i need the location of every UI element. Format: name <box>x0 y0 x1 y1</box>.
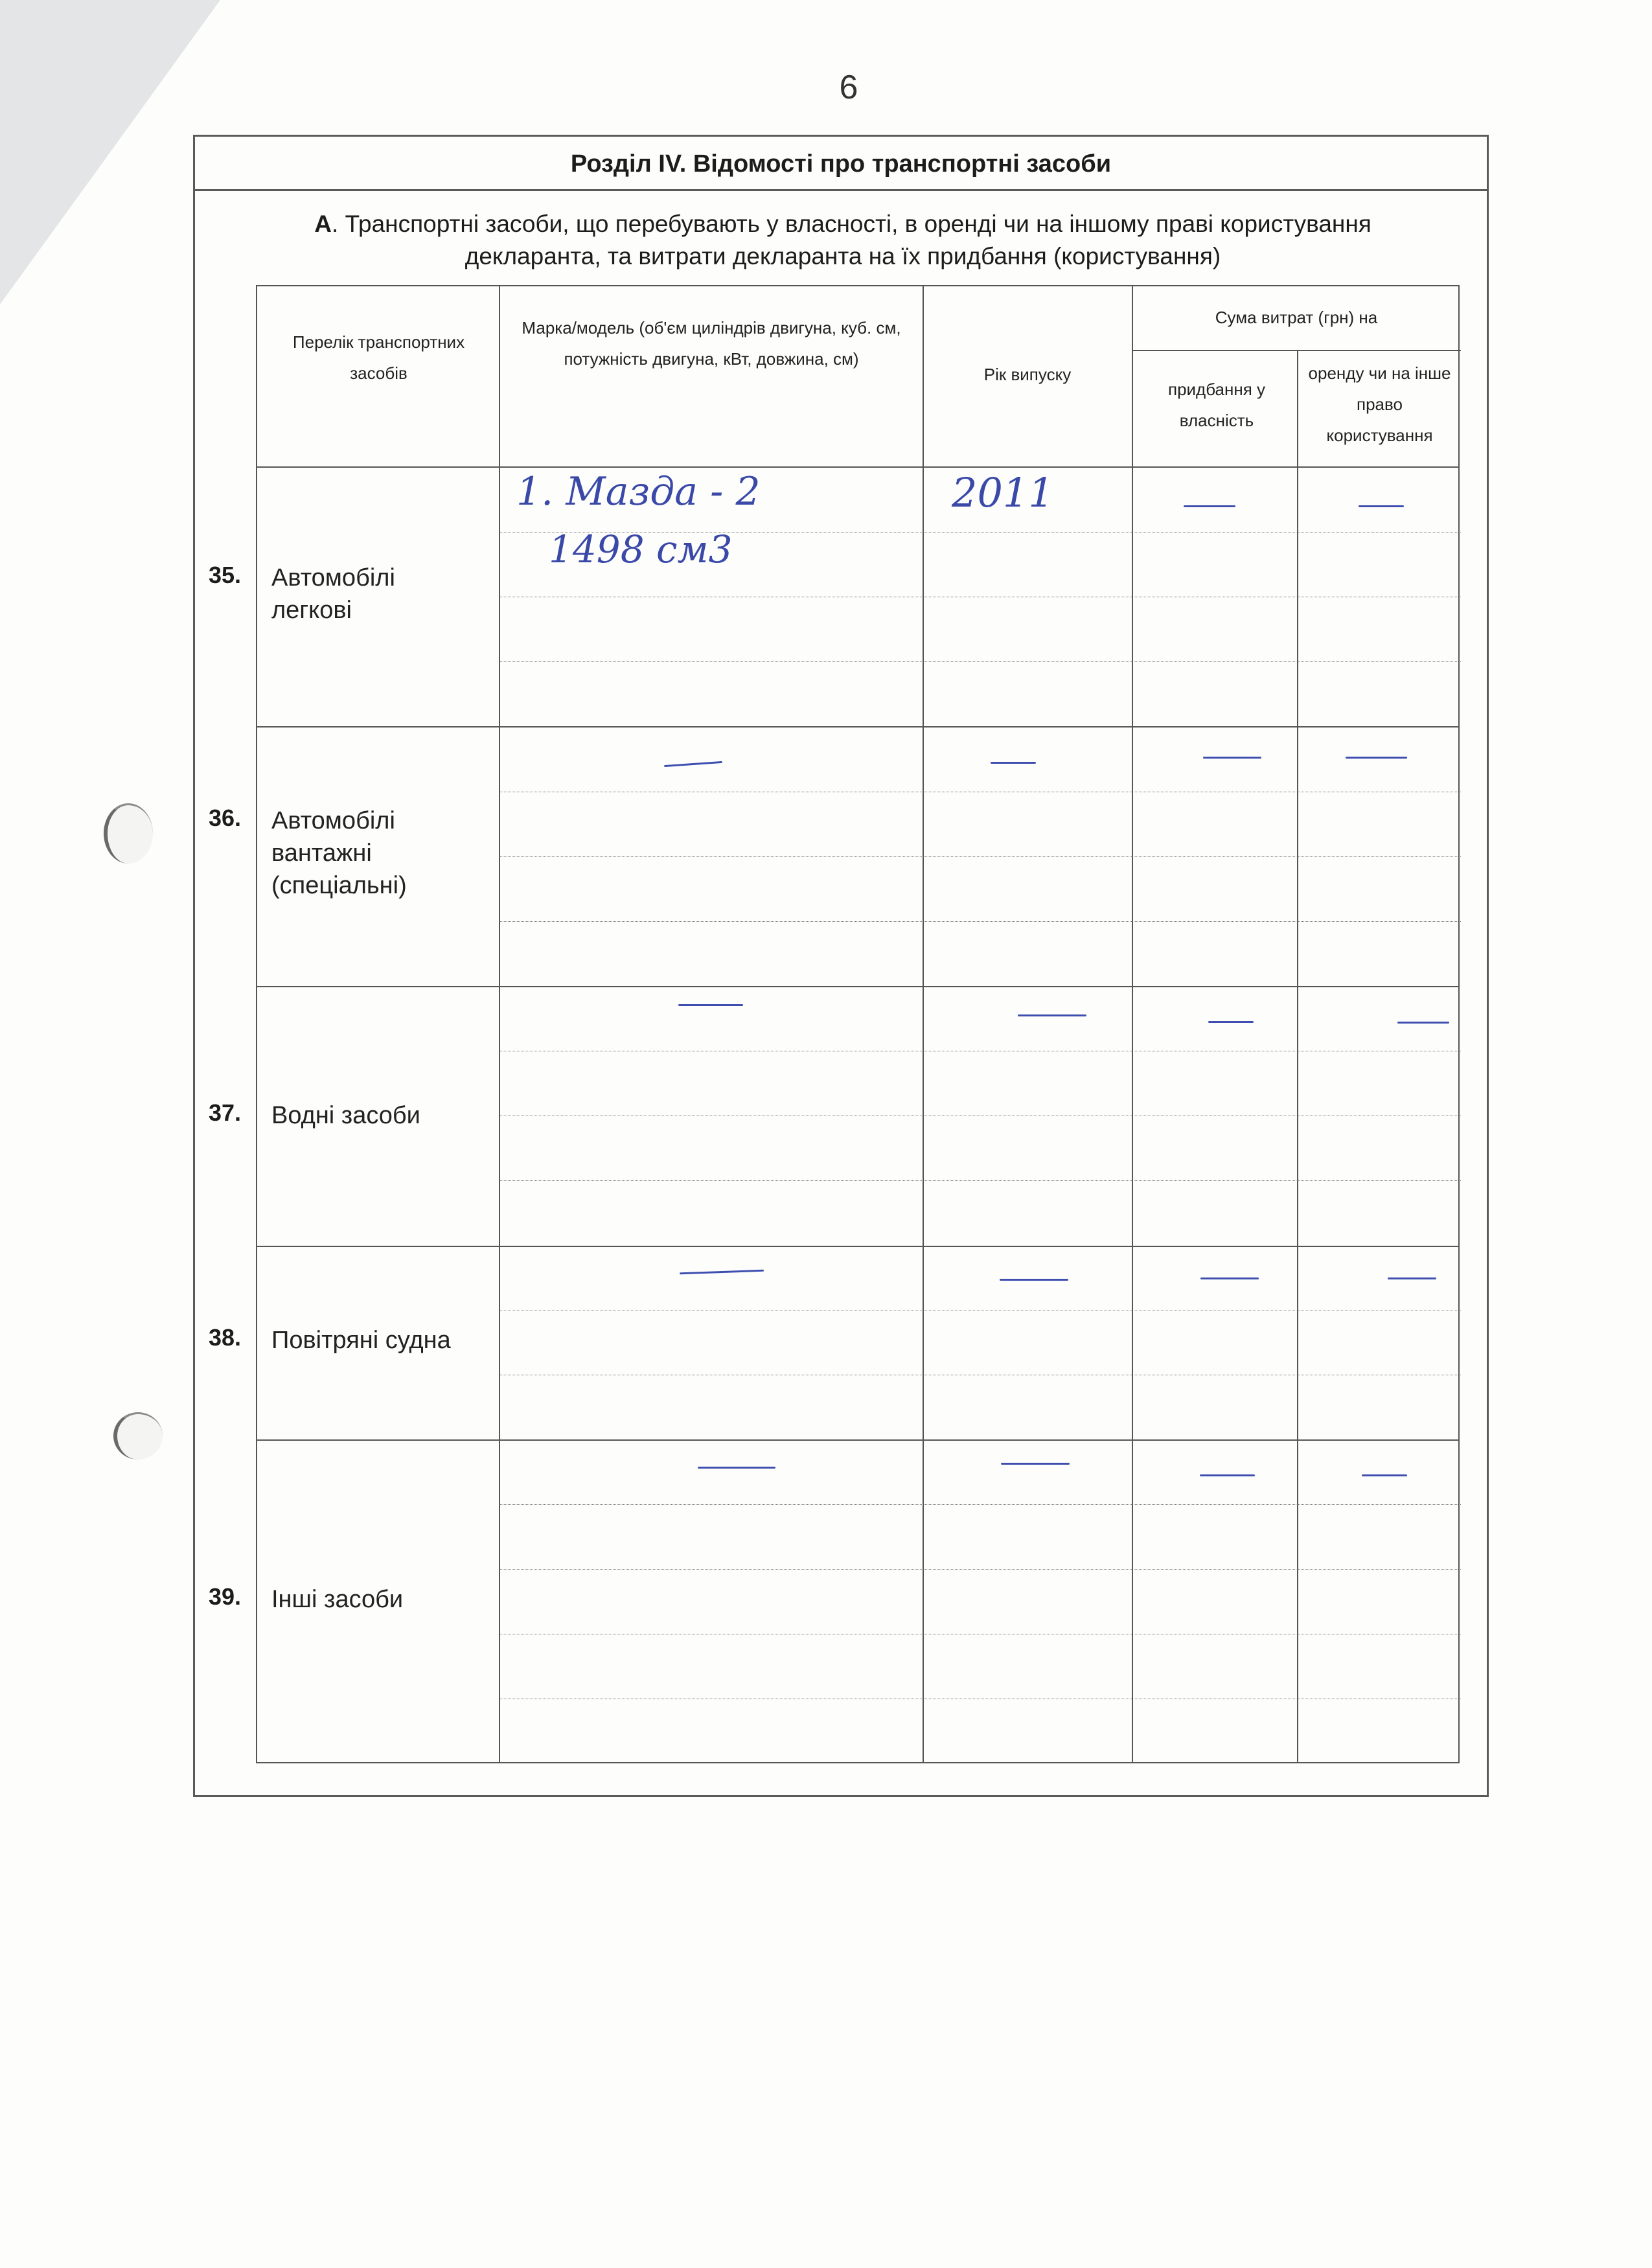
dash-mark <box>1200 1277 1259 1279</box>
dash-mark <box>1346 757 1407 759</box>
dash-mark <box>1203 757 1261 759</box>
dash-mark <box>698 1467 775 1469</box>
row-line <box>499 1504 1461 1505</box>
dash-mark <box>1200 1474 1255 1476</box>
col-divider <box>923 286 924 1762</box>
header-rent: оренду чи на інше право користування <box>1308 363 1451 445</box>
handwritten-car-year: 2011 <box>952 469 1054 516</box>
vehicles-table <box>208 285 1460 1763</box>
dash-mark <box>1388 1277 1436 1279</box>
category-name: Автомобілі легкові <box>271 564 395 624</box>
row-line <box>499 1569 1461 1570</box>
category-divider <box>257 986 1458 987</box>
punch-hole-bottom <box>113 1412 163 1460</box>
category-number: 36. <box>208 805 241 831</box>
punch-hole-top <box>104 803 153 864</box>
dash-mark <box>1362 1474 1407 1476</box>
col-divider <box>1132 286 1133 1762</box>
col-divider <box>1297 351 1298 1762</box>
page-number: 6 <box>839 69 858 106</box>
subtitle-letter: А <box>314 211 332 237</box>
section-subtitle <box>260 208 1426 273</box>
category-name: Автомобілі вантажні (спеціальні) <box>271 807 407 899</box>
row-line <box>499 921 1461 922</box>
category-number: 37. <box>208 1099 241 1126</box>
category-number: 39. <box>208 1583 241 1610</box>
row-line <box>499 1180 1461 1181</box>
category-number: 35. <box>208 562 241 588</box>
header-divider <box>1132 350 1461 351</box>
category-name: Інші засоби <box>271 1586 404 1613</box>
handwritten-engine-volume: 1498 см3 <box>549 527 733 571</box>
category-name: Повітряні судна <box>271 1327 451 1354</box>
header-expenses: Сума витрат (грн) на <box>1215 308 1378 327</box>
header-model: Марка/модель (об'єм циліндрів двигуна, куб. см, потужність двигуна, кВт, довжина, см) <box>522 318 901 369</box>
dash-mark <box>678 1004 743 1006</box>
dash-mark <box>1208 1021 1254 1023</box>
header-list: Перелік транспортних засобів <box>292 332 465 383</box>
header-purchase: придбання у власність <box>1167 380 1265 430</box>
dash-mark <box>1397 1022 1449 1024</box>
section-title: Розділ IV. Відомості про транспортні засоби <box>195 137 1487 191</box>
page-fold-shadow <box>0 0 220 304</box>
header-bottom-line <box>257 466 1458 468</box>
dash-mark <box>1001 1463 1070 1465</box>
dash-mark <box>664 761 722 767</box>
col-divider <box>499 286 500 1762</box>
dash-mark <box>1184 505 1235 507</box>
category-number: 38. <box>208 1324 241 1351</box>
dash-mark <box>1000 1279 1068 1281</box>
category-name: Водні засоби <box>271 1102 420 1129</box>
subtitle-text: . Транспортні засоби, що перебувають у власності, в оренді чи на іншому праві користування декларанта, та витрати декларанта на їх придбання (користування) <box>331 211 1371 269</box>
handwritten-car-model: 1. Мазда - 2 <box>516 469 761 514</box>
dash-mark <box>680 1270 764 1275</box>
dash-mark <box>1359 505 1404 507</box>
row-line <box>499 661 1461 662</box>
category-divider <box>257 1246 1458 1247</box>
dash-mark <box>991 762 1036 764</box>
category-divider <box>257 1439 1458 1441</box>
dash-mark <box>1018 1014 1086 1016</box>
header-year: Рік випуску <box>983 365 1072 384</box>
row-line <box>499 856 1461 857</box>
category-divider <box>257 726 1458 727</box>
